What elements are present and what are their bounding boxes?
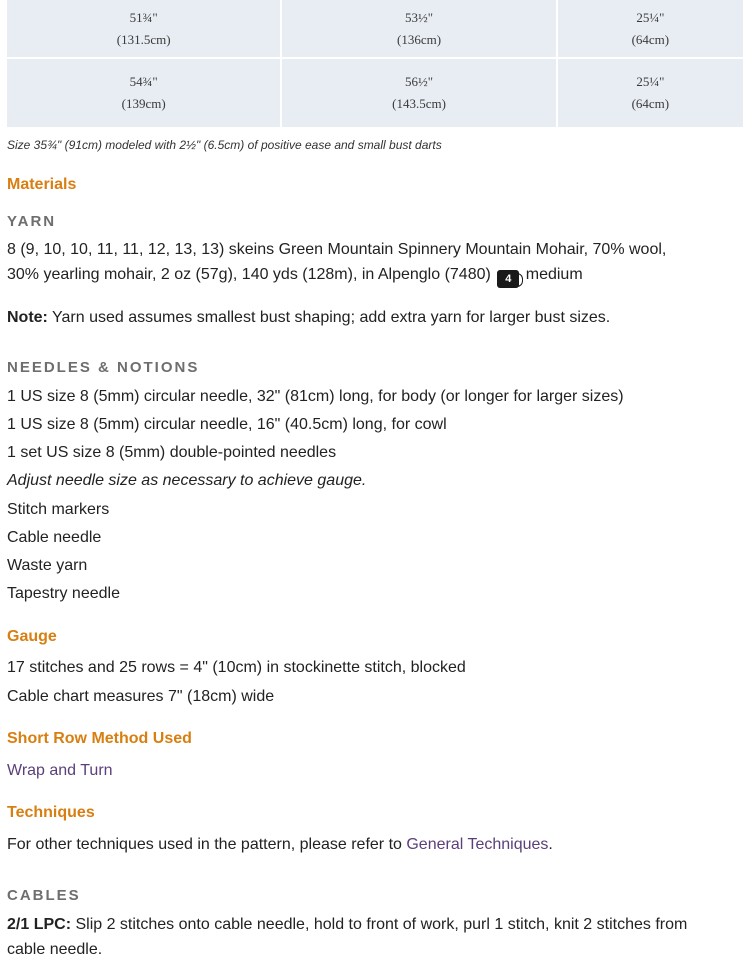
notion-item: Cable needle — [7, 529, 102, 546]
needle-item: 1 set US size 8 (5mm) double-pointed needles — [7, 444, 337, 461]
table-cell: 56½" (143.5cm) — [282, 59, 557, 127]
notion-item: Stitch markers — [7, 501, 110, 518]
needle-item: 1 US size 8 (5mm) circular needle, 32" (81cm) long, for body (or longer for larger sizes) — [7, 388, 624, 405]
wrap-and-turn-link[interactable]: Wrap and Turn — [7, 762, 113, 779]
yarn-weight-label: medium — [525, 266, 583, 283]
materials-heading: Materials — [7, 176, 77, 193]
table-row — [7, 59, 743, 127]
techniques-text-pre: For other techniques used in the pattern, please refer to — [7, 836, 407, 853]
table-cell: 25¼" (64cm) — [558, 0, 743, 59]
table-cell: 25¼" (64cm) — [558, 59, 743, 127]
size-table — [7, 0, 743, 127]
techniques-text-post: . — [548, 836, 553, 853]
table-row — [7, 0, 743, 59]
cable-definition-line1 — [7, 912, 687, 937]
needles-heading: NEEDLES & NOTIONS — [7, 359, 200, 376]
cable-term: 2/1 LPC: — [7, 916, 72, 933]
yarn-weight-icon: 4 — [497, 270, 519, 288]
table-cell: 51¾" (131.5cm) — [7, 0, 282, 59]
short-row-heading: Short Row Method Used — [7, 730, 192, 747]
yarn-description-line1: 8 (9, 10, 10, 11, 11, 12, 13, 13) skeins Green Mountain Spinnery Mountain Mohair, 70% wool, — [7, 241, 667, 258]
table-cell: 54¾" (139cm) — [7, 59, 282, 127]
notion-item: Tapestry needle — [7, 585, 120, 602]
notion-item: Waste yarn — [7, 557, 88, 574]
general-techniques-link[interactable]: General Techniques — [406, 836, 549, 853]
techniques-text — [7, 832, 553, 857]
cables-heading: CABLES — [7, 887, 81, 904]
cable-definition-text: Slip 2 stitches onto cable needle, hold to front of work, purl 1 stitch, knit 2 stitches from — [71, 916, 688, 933]
gauge-line: Cable chart measures 7" (18cm) wide — [7, 688, 275, 705]
note-text: Yarn used assumes smallest bust shaping; add extra yarn for larger bust sizes. — [47, 309, 611, 326]
cable-definition-line2: cable needle. — [7, 941, 103, 958]
size-note: Size 35¾" (91cm) modeled with 2½" (6.5cm) of positive ease and small bust darts — [7, 138, 442, 152]
yarn-description-line2 — [7, 262, 583, 288]
note-label: Note: — [7, 309, 48, 326]
yarn-heading: YARN — [7, 213, 57, 230]
needle-adjust-note: Adjust needle size as necessary to achieve gauge. — [7, 472, 367, 489]
yarn-note — [7, 305, 610, 330]
gauge-heading: Gauge — [7, 628, 57, 645]
techniques-heading: Techniques — [7, 804, 95, 821]
gauge-line: 17 stitches and 25 rows = 4" (10cm) in stockinette stitch, blocked — [7, 659, 466, 676]
yarn-description-text: 30% yearling mohair, 2 oz (57g), 140 yds (128m), in Alpenglo (7480) — [7, 266, 491, 283]
table-cell: 53½" (136cm) — [282, 0, 557, 59]
needle-item: 1 US size 8 (5mm) circular needle, 16" (40.5cm) long, for cowl — [7, 416, 447, 433]
